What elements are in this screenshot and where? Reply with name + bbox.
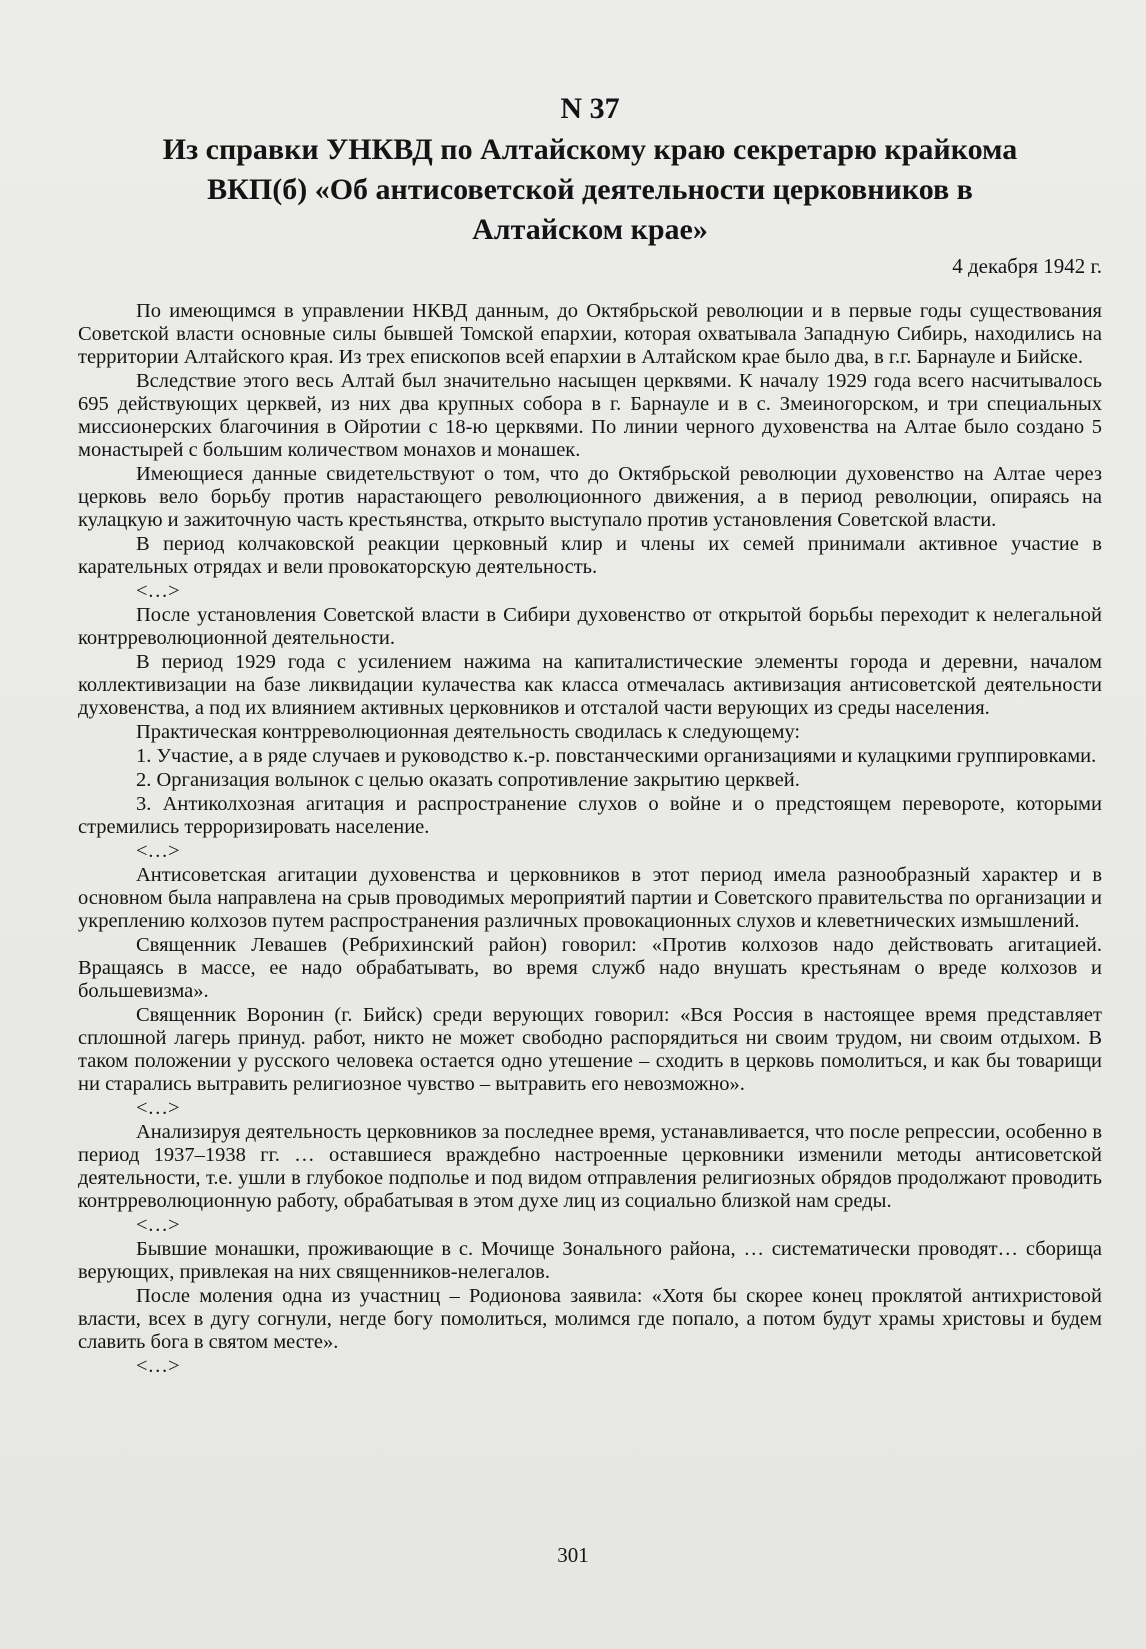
paragraph: Вследствие этого весь Алтай был значительно насыщен церквями. К началу 1929 года всего насчитывалось 695 действующих церквей, из них два крупных собора в г. Барнауле и в с. Змеиногорском, и три специальных миссионерских благочиния в Ойротии с 18-ю церквями. По линии черного духовенства на Алтае было создано 5 монастырей с большим количеством монахов и монашек. xyxy=(78,370,1102,461)
paragraph: Бывшие монашки, проживающие в с. Мочище Зонального района, … систематически проводят… сборища верующих, привлекая на них священников-нелегалов. xyxy=(78,1238,1102,1283)
paragraph: Священник Воронин (г. Бийск) среди верующих говорил: «Вся Россия в настоящее время представляет сплошной лагерь принуд. работ, никто не может свободно распорядиться ни своим трудом, ни своим отдыхом. В таком положении у русского человека остается одно утешение – сходить в церковь помолиться, и как бы товарищи ни старались вытравить религиозное чувство – вытравить его невозможно». xyxy=(78,1004,1102,1095)
omission-mark: <…> xyxy=(136,1355,180,1377)
omission-mark: <…> xyxy=(136,580,180,602)
list-item: 3. Антиколхозная агитация и распространение слухов о войне и о предстоящем перевороте, которыми стремились терроризировать население. xyxy=(78,793,1102,838)
omission-mark: <…> xyxy=(136,1097,180,1119)
paragraph: Имеющиеся данные свидетельствуют о том, что до Октябрьской революции духовенство на Алтае через церковь вело борьбу против нарастающего революционного движения, а в период революции, опираясь на кулацкую и зажиточную часть крестьянства, открыто выступало против установления Советской власти. xyxy=(78,463,1102,531)
paragraph: Антисоветская агитации духовенства и церковников в этот период имела разнообразный характер и в основном была направлена на срыв проводимых мероприятий партии и Советского правительства по организации и укреплению колхозов путем распространения различных провокационных слухов и клеветнических измышлений. xyxy=(78,864,1102,932)
paragraph: В период колчаковской реакции церковный клир и члены их семей принимали активное участие в карательных отрядах и вели провокаторскую деятельность. xyxy=(78,533,1102,578)
paragraph: Священник Левашев (Ребрихинский район) говорил: «Против колхозов надо действовать агитацией. Вращаясь в массе, ее надо обрабатывать, во время служб надо внушать крестьянам о вреде колхозов и большевизма». xyxy=(78,934,1102,1002)
omission-mark: <…> xyxy=(136,1214,180,1236)
paragraph: Практическая контрреволюционная деятельность сводилась к следующему: xyxy=(136,721,801,743)
paragraph: В период 1929 года с усилением нажима на капиталистические элементы города и деревни, началом коллективизации на базе ликвидации кулачества как класса отмечалась активизация антисоветской деятельности духовенства, а под их влиянием активных церковников и отсталой части верующих из среды населения. xyxy=(78,651,1102,719)
list-item: 1. Участие, а в ряде случаев и руководство к.-р. повстанческими организациями и кулацкими группировками. xyxy=(136,745,1097,767)
omission-mark: <…> xyxy=(136,840,180,862)
paragraph: После моления одна из участниц – Родионова заявила: «Хотя бы скорее конец проклятой антихристовой власти, всех в дугу согнули, негде богу помолиться, молимся где попало, а потом будут храмы христовы и будем славить бога в святом месте». xyxy=(78,1285,1102,1353)
document-date: 4 декабря 1942 г. xyxy=(952,254,1102,278)
page-number: 301 xyxy=(557,1543,589,1567)
list-item: 2. Организация волынок с целью оказать сопротивление закрытию церквей. xyxy=(136,769,800,791)
paragraph: По имеющимся в управлении НКВД данным, до Октябрьской революции и в первые годы существования Советской власти основные силы бывшей Томской епархии, которая охватывала Западную Сибирь, находились на территории Алтайского края. Из трех епископов всей епархии в Алтайском крае было два, в г.г. Барнауле и Бийске. xyxy=(78,300,1102,368)
paragraph: После установления Советской власти в Сибири духовенство от открытой борьбы переходит к нелегальной контрреволюционной деятельности. xyxy=(78,604,1102,649)
document-title: Из справки УНКВД по Алтайскому краю секретарю крайкома ВКП(б) «Об антисоветской деятельности церковников в Алтайском крае» xyxy=(162,133,1018,246)
document-number: N 37 xyxy=(560,92,620,125)
paragraph: Анализируя деятельность церковников за последнее время, устанавливается, что после репрессии, особенно в период 1937–1938 гг. … оставшиеся враждебно настроенные церковники изменили методы антисоветской деятельности, т.е. ушли в глубокое подполье и под видом отправления религиозных обрядов продолжают проводить контрреволюционную работу, обрабатывая в этом духе лиц из социально близкой нам среды. xyxy=(78,1121,1102,1212)
document-body xyxy=(78,92,1102,1379)
